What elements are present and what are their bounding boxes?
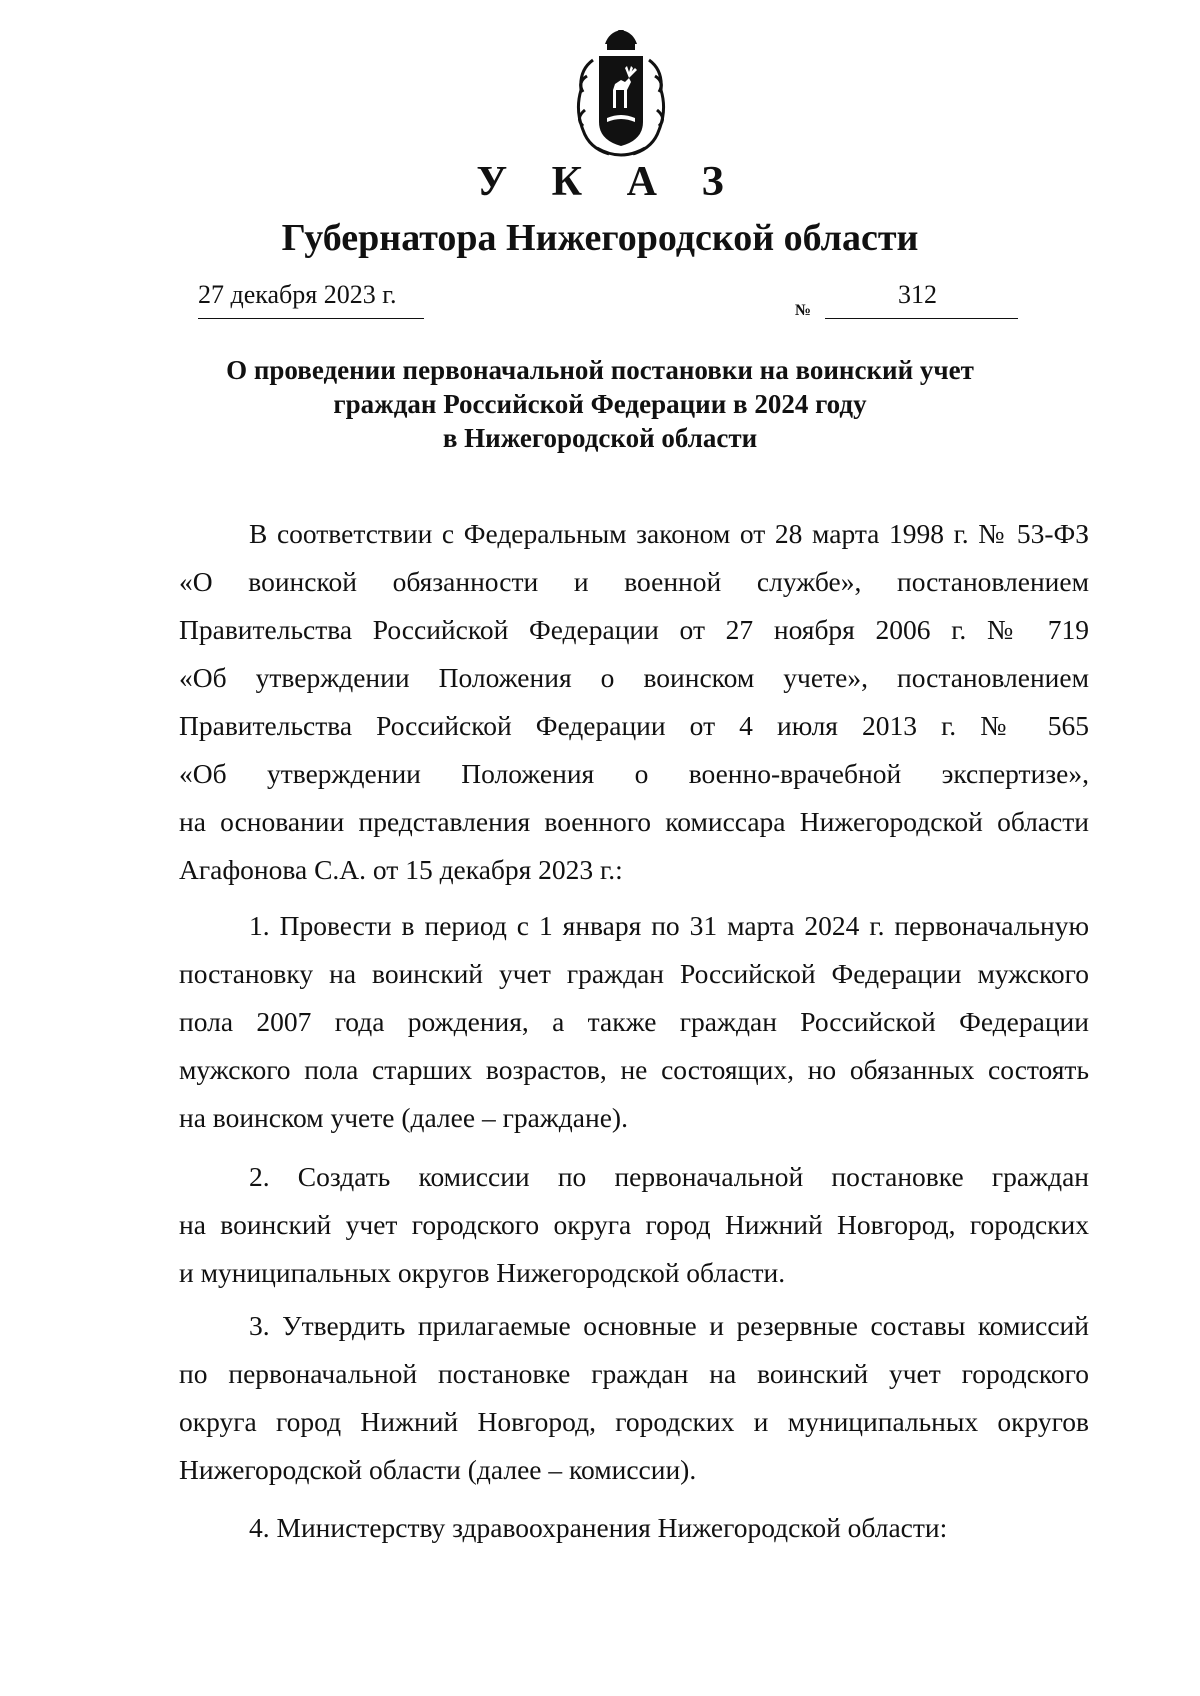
text-line: на основании представления военного комиссара Нижегородской области	[179, 806, 1089, 837]
subject-line: О проведении первоначальной постановки на воинский учет	[226, 355, 974, 385]
text-line: Правительства Российской Федерации от 27 ноября 2006 г. № 719	[179, 614, 1089, 645]
text-line: 4. Министерству здравоохранения Нижегородской области:	[249, 1512, 948, 1543]
subject-line: в Нижегородской области	[442, 423, 758, 453]
number-sign: №	[795, 302, 812, 319]
text-line: «О воинской обязанности и военной службе», постановлением	[179, 566, 1089, 597]
document-date-field	[198, 278, 424, 319]
document-number-field	[825, 278, 1018, 319]
coat-of-arms-emblem	[569, 30, 673, 162]
text-line: по первоначальной постановке граждан на воинский учет городского	[179, 1358, 1089, 1389]
text-line: В соответствии с Федеральным законом от 28 марта 1998 г. № 53-ФЗ	[249, 518, 1089, 549]
text-line: «Об утверждении Положения о воинском учете», постановлением	[179, 662, 1089, 693]
item-4-paragraph	[179, 1504, 1089, 1552]
text-line: «Об утверждении Положения о военно-врачебной экспертизе»,	[179, 758, 1089, 789]
text-line: постановку на воинский учет граждан Российской Федерации мужского	[179, 958, 1089, 989]
text-line: Правительства Российской Федерации от 4 июля 2013 г. № 565	[179, 710, 1089, 741]
text-line: и муниципальных округов Нижегородской области.	[179, 1257, 786, 1288]
text-line: 1. Провести в период с 1 января по 31 марта 2024 г. первоначальную	[249, 910, 1089, 941]
text-line: Агафонова С.А. от 15 декабря 2023 г.:	[179, 854, 623, 885]
item-3-paragraph	[179, 1302, 1089, 1494]
document-subject	[0, 353, 1200, 455]
text-line: 3. Утвердить прилагаемые основные и резервные составы комиссий	[249, 1310, 1089, 1341]
document-number: 312	[898, 280, 937, 309]
document-date: 27 декабря 2023 г.	[198, 280, 397, 309]
text-line: округа город Нижний Новгород, городских и муниципальных округов	[179, 1406, 1089, 1437]
document-issuer: Губернатора Нижегородской области	[281, 217, 919, 259]
item-2-paragraph	[179, 1153, 1089, 1297]
text-line: на воинском учете (далее – граждане).	[179, 1102, 628, 1133]
text-line: 2. Создать комиссии по первоначальной постановке граждан	[249, 1161, 1089, 1192]
item-1-paragraph	[179, 902, 1089, 1142]
subject-line: граждан Российской Федерации в 2024 году	[333, 389, 867, 419]
preamble-paragraph	[179, 510, 1089, 894]
text-line: пола 2007 года рождения, а также граждан Российской Федерации	[179, 1006, 1089, 1037]
text-line: мужского пола старших возрастов, не состоящих, но обязанных состоять	[179, 1054, 1089, 1085]
document-type-title: У К А З	[476, 159, 741, 205]
text-line: на воинский учет городского округа город Нижний Новгород, городских	[179, 1209, 1089, 1240]
text-line: Нижегородской области (далее – комиссии).	[179, 1454, 697, 1485]
